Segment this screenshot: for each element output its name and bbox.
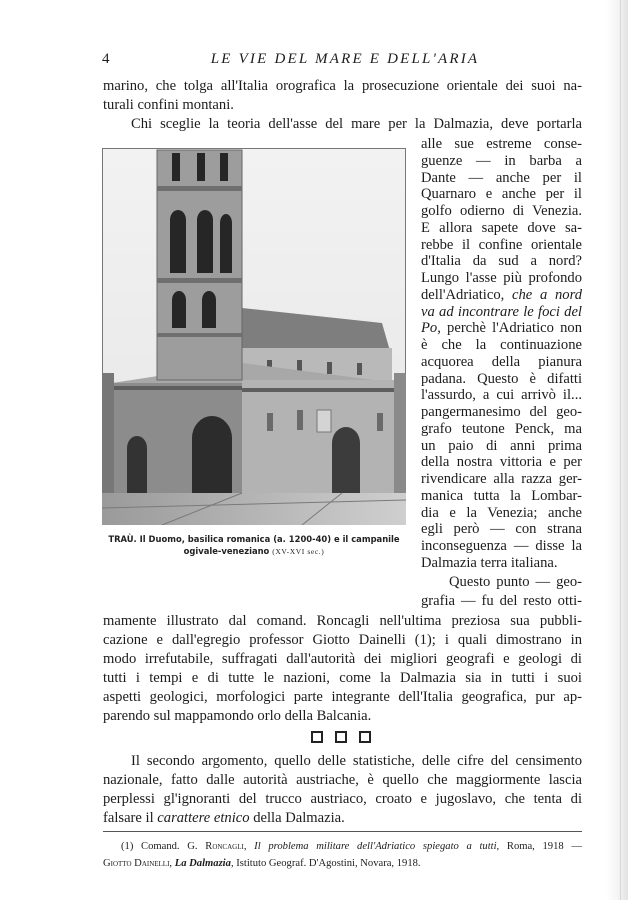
text-line: manica tutta la Lombar- <box>421 487 582 504</box>
right-column-text <box>421 136 582 572</box>
text-line: rivendicare alla razza ger- <box>421 471 582 487</box>
text-line: grafo teutone Penck, ma <box>421 420 582 437</box>
text-segment: della Dalmazia. <box>249 810 345 826</box>
square-icon <box>311 731 323 743</box>
text-line: modo irrefutabile, suffragati dall'autorità dei migliori geografi e geologi di <box>103 651 582 667</box>
square-icon <box>359 731 371 743</box>
text-line: Il secondo argomento, quello delle statistiche, delle cifre del censimento <box>131 753 582 769</box>
text-line: parendo sul mappamondo orlo della Balcania. <box>103 708 372 724</box>
text-line: padana. Questo è difatti <box>421 370 582 387</box>
text-line <box>103 809 582 828</box>
text-line: Quarnaro e anche per il <box>421 186 582 203</box>
text-line: aspetti geologici, morfologici parte integrante dell'Italia geografica, pur ap- <box>103 689 582 705</box>
text-line: rebbe il confine orientale <box>421 236 582 253</box>
text-line: tutti i tempi e di tutte le nazioni, come la Dalmazia sia in tutti i suoi <box>103 670 582 686</box>
footnote-divider <box>103 831 582 832</box>
text-segment: , Roma, 1918 — <box>496 841 582 852</box>
text-segment: , perchè l'Adriatico non <box>437 320 582 337</box>
text-line <box>103 838 582 855</box>
text-line <box>103 855 582 872</box>
text-line: marino, che tolga all'Italia orografica la prosecuzione orientale dei suoi na- <box>103 78 582 94</box>
text-segment: , <box>169 858 175 869</box>
text-segment: falsare il <box>103 810 158 826</box>
italic-text: che a nord <box>512 286 582 303</box>
text-line: della nostra vittoria e per <box>421 454 582 471</box>
text-line: un paio di anni prima <box>421 437 582 454</box>
figure-photo-trau-cathedral <box>102 148 406 525</box>
text-line: guenze — in barba a <box>421 152 582 169</box>
text-segment: , Istituto Geograf. D'Agostini, Novara, 1918. <box>230 858 421 869</box>
text-line: Lungo l'asse più profondo <box>421 270 582 286</box>
opening-text <box>103 77 582 134</box>
text-segment: dell'Adriatico, <box>421 286 512 303</box>
author-name: Roncagli <box>205 841 244 852</box>
text-segment: , <box>243 841 255 852</box>
text-line <box>421 304 582 321</box>
square-icon <box>335 731 347 743</box>
running-title: LE VIE DEL MARE E DELL'ARIA <box>210 51 480 67</box>
text-line: E allora sapete dove sa- <box>421 219 582 236</box>
italic-text: Po <box>421 320 438 337</box>
text-line: turali confini montani. <box>103 97 234 113</box>
italic-text: carattere etnico <box>157 810 250 826</box>
italic-text: va ad incontrare le foci del <box>421 303 582 320</box>
text-line: è che la continuazione <box>421 337 582 353</box>
text-line: Questo punto — geo- <box>449 574 582 590</box>
author-name: Giotto Dainelli <box>103 858 170 869</box>
text-line: Dalmazia terra italiana. <box>421 554 558 571</box>
text-line: acquorea della pianura <box>421 353 582 370</box>
footnotes <box>103 838 582 872</box>
scan-page-edge <box>606 0 628 900</box>
text-line: Chi sceglie la teoria dell'asse del mare per la Dalmazia, deve portarla <box>131 116 582 132</box>
text-line: Dante — anche per il <box>421 169 582 186</box>
three-squares-ornament-icon <box>311 731 371 743</box>
text-line: d'Italia da sud a nord? <box>421 253 582 270</box>
page-number: 4 <box>102 51 110 67</box>
text-line: perplessi gl'ignoranti del trucco austriaco, croato e jugoslavo, che tenta di <box>103 791 582 807</box>
text-line: dia e la Venezia; anche <box>421 504 582 521</box>
text-line: alle sue estreme conse- <box>421 136 582 152</box>
text-line: inconseguenza — disse la <box>421 538 582 554</box>
caption-date: (XV-XVI sec.) <box>272 547 325 556</box>
text-line: l'assurdo, a cui arrivò il... <box>421 387 582 404</box>
text-line: golfo odierno di Venezia. <box>421 203 582 219</box>
text-line: nazionale, fatto dalle autorità austriache, è quello che maggiormente lascia <box>103 772 582 788</box>
italic-text: La Dalmazia <box>174 858 231 869</box>
text-line: cazione e dall'egregio professor Giotto Dainelli (1); i quali dimostrano in <box>103 632 582 648</box>
second-paragraph <box>103 752 582 828</box>
right-column-text-2 <box>421 573 582 611</box>
text-line: pangermanesimo del geo- <box>421 404 582 420</box>
text-segment: (1) Comand. G. <box>121 841 206 852</box>
continued-text <box>103 612 582 726</box>
caption-main: TRAÙ. Il Duomo, basilica romanica (a. 1200-40) e il campanile ogivale-veneziano <box>108 534 400 556</box>
figure-caption <box>102 533 406 558</box>
text-line: egli però — con strana <box>421 521 582 538</box>
text-line <box>421 320 582 337</box>
text-line: grafia — fu del resto otti- <box>421 593 582 609</box>
text-line <box>421 287 582 304</box>
italic-text: Il problema militare dell'Adriatico spiegato a tutti <box>254 841 497 852</box>
text-line: mamente illustrato dal comand. Roncagli nell'ultima preziosa sua pubbli- <box>103 613 582 629</box>
